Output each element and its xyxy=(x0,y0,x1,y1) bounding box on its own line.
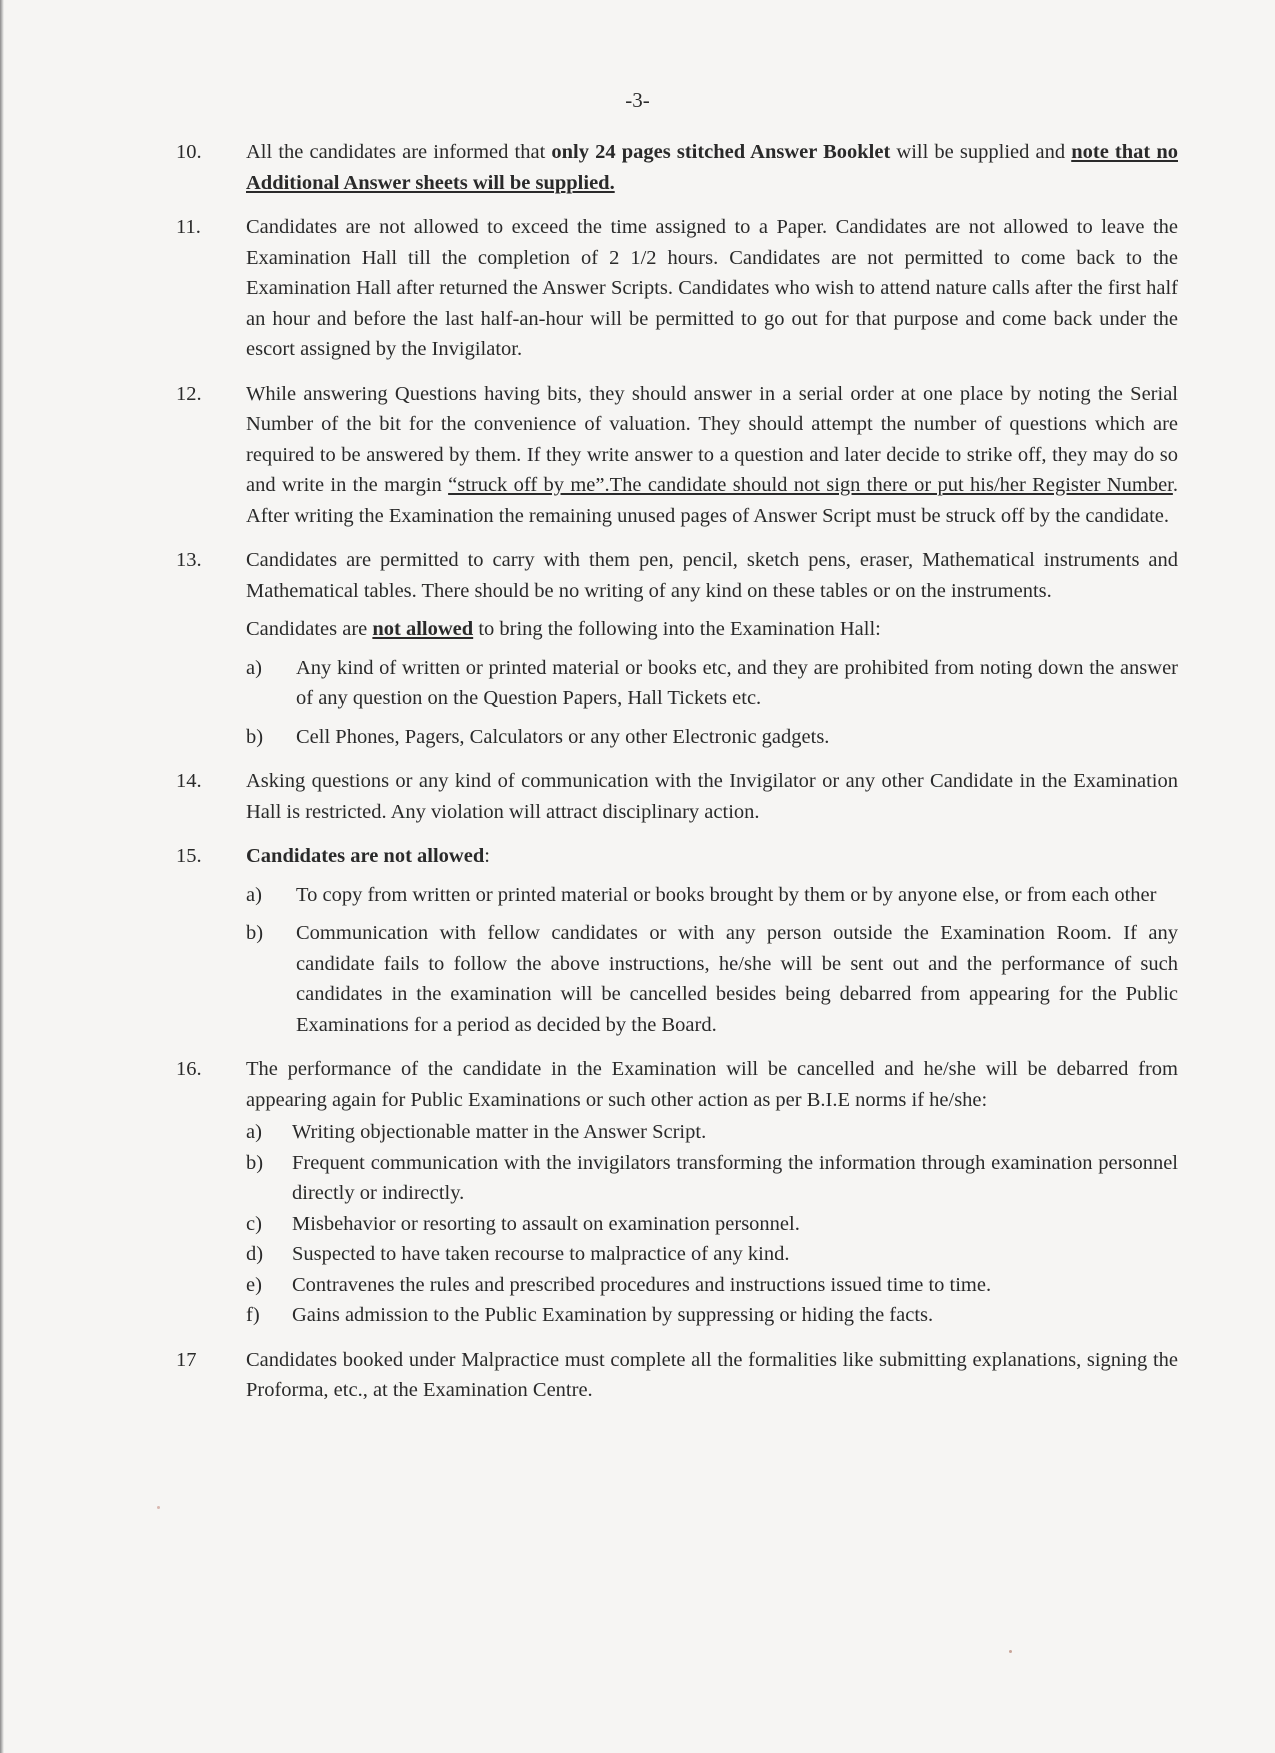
sub-item-label: b) xyxy=(246,922,264,944)
instruction-item-17 xyxy=(176,1345,1178,1406)
scan-speck xyxy=(157,1506,160,1509)
item-number: 17 xyxy=(176,1348,197,1371)
instruction-item-11 xyxy=(176,212,1178,365)
item-number: 10. xyxy=(176,141,202,163)
sub-item xyxy=(246,880,1178,911)
sub-item-text: Frequent communication with the invigilators transforming the information through examination personnel directly or indirectly. xyxy=(292,1151,1178,1204)
item-text: Asking questions or any kind of communication with the Invigilator or any other Candidate in the Examination Hall is restricted. Any violation will attract disciplinary action. xyxy=(246,770,1178,823)
sub-item-text: Writing objectionable matter in the Answer Script. xyxy=(292,1121,707,1143)
sub-item xyxy=(246,918,1178,1040)
item-number: 11. xyxy=(176,216,201,238)
item-number: 16. xyxy=(176,1058,202,1080)
item-heading: Candidates are not allowed: xyxy=(246,845,490,867)
sub-item xyxy=(246,1239,1178,1270)
sub-item-text: To copy from written or printed material or books brought by them or by anyone else, or from each other xyxy=(296,883,1157,906)
instructions-list xyxy=(176,137,1178,1420)
sub-item-text: Misbehavior or resorting to assault on examination personnel. xyxy=(292,1212,800,1235)
item-text: The performance of the candidate in the Examination will be cancelled and he/she will be debarred from appearing again for Public Examinations or such other action as per B.I.E norms if he/she: xyxy=(246,1058,1178,1111)
sub-item-label: b) xyxy=(246,725,264,748)
item-number: 14. xyxy=(176,770,202,792)
item-text: Candidates are permitted to carry with them pen, pencil, sketch pens, eraser, Mathematical instruments and Mathematical tables. There should be no writing of any kind on these tables or on the instruments. xyxy=(246,549,1178,602)
scan-edge-shadow xyxy=(0,0,4,1753)
sub-item-text: Communication with fellow candidates or with any person outside the Examination Room. If any candidate fails to follow the above instructions, he/she will be sent out and the performance of such candidates in the examination will be cancelled besides being debarred from appearing for the Public Examinations for a period as decided by the Board. xyxy=(296,922,1178,1036)
page-number: -3- xyxy=(625,88,650,112)
sub-item-label: f) xyxy=(246,1304,260,1326)
item-number: 12. xyxy=(176,382,202,405)
item-text: All the candidates are informed that only 24 pages stitched Answer Booklet will be supplied and note that no Additional Answer sheets will be supplied. xyxy=(246,141,1178,194)
scan-speck xyxy=(1009,1650,1012,1653)
sub-item-label: b) xyxy=(246,1151,264,1174)
sub-item-text: Suspected to have taken recourse to malpractice of any kind. xyxy=(292,1243,790,1265)
sub-item xyxy=(246,1117,1178,1148)
sub-item xyxy=(246,1148,1178,1209)
sub-item-text: Any kind of written or printed material or books etc, and they are prohibited from noting down the answer of any question on the Question Papers, Hall Tickets etc. xyxy=(296,656,1178,709)
sub-item xyxy=(246,1209,1178,1240)
sub-item-text: Cell Phones, Pagers, Calculators or any other Electronic gadgets. xyxy=(296,725,830,748)
sub-item-label: d) xyxy=(246,1243,264,1265)
item-number: 15. xyxy=(176,845,202,867)
sub-item-label: a) xyxy=(246,656,262,679)
sub-item xyxy=(246,653,1178,714)
sub-item-text: Gains admission to the Public Examination by suppressing or hiding the facts. xyxy=(292,1304,934,1326)
instruction-item-16 xyxy=(176,1054,1178,1331)
sub-item xyxy=(246,1270,1178,1301)
item-text: Candidates are not allowed to exceed the time assigned to a Paper. Candidates are not allowed to leave the Examination Hall till the completion of 2 1/2 hours. Candidates are not permitted to come back to the Examination Hall after returned the Answer Scripts. Candidates who wish to attend nature calls after the first half an hour and before the last half-an-hour will be permitted to go out for that purpose and come back under the escort assigned by the Invigilator. xyxy=(246,216,1178,360)
sub-item-label: a) xyxy=(246,1121,262,1143)
sub-item-list xyxy=(246,1117,1178,1331)
sub-item-label: e) xyxy=(246,1273,262,1296)
instruction-item-14 xyxy=(176,766,1178,827)
sub-item-text: Contravenes the rules and prescribed procedures and instructions issued time to time. xyxy=(292,1273,992,1296)
item-number: 13. xyxy=(176,549,202,571)
instruction-item-15 xyxy=(176,841,1178,1040)
instruction-item-10 xyxy=(176,137,1178,198)
sub-item xyxy=(246,1300,1178,1331)
sub-item xyxy=(246,722,1178,753)
item-text: While answering Questions having bits, they should answer in a serial order at one place by noting the Serial Number of the bit for the convenience of valuation. They should attempt the number of questions which are required to be answered by them. If they write answer to a question and later decide to strike off, they may do so and write in the margin “struck off by me”.The candidate should not sign there or put his/her Register Number. After writing the Examination the remaining unused pages of Answer Script must be struck off by the candidate. xyxy=(246,382,1178,527)
item-text: Candidates booked under Malpractice must complete all the formalities like submitting explanations, signing the Proforma, etc., at the Examination Centre. xyxy=(246,1348,1178,1401)
sub-item-label: c) xyxy=(246,1212,262,1235)
prohibited-items-intro: Candidates are not allowed to bring the following into the Examination Hall: xyxy=(246,618,881,640)
sub-item-label: a) xyxy=(246,883,262,906)
instruction-item-13 xyxy=(176,545,1178,752)
instruction-item-12 xyxy=(176,379,1178,532)
